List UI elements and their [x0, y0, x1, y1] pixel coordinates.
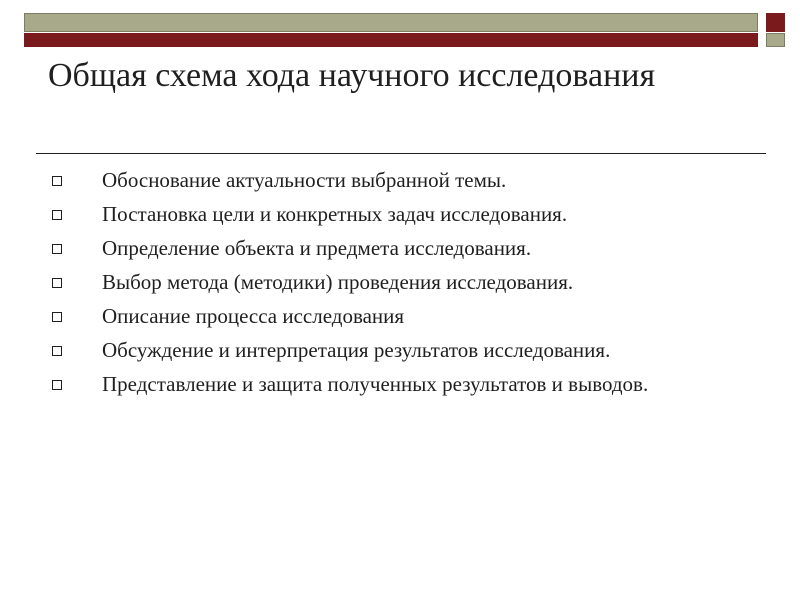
bullet-item: [46, 270, 766, 295]
bullet-text: Постановка цели и конкретных задач исследования.: [102, 202, 568, 226]
bullet-text: Определение объекта и предмета исследования.: [102, 236, 532, 260]
bullet-text: Обсуждение и интерпретация результатов исследования.: [102, 338, 611, 362]
bullet-text: Представление и защита полученных результатов и выводов.: [102, 372, 649, 396]
bullet-item: [46, 202, 766, 227]
hollow-square-icon: [52, 278, 62, 288]
slide-title: Общая схема хода научного исследования: [48, 57, 656, 94]
bullet-item: [46, 338, 766, 363]
hollow-square-icon: [52, 380, 62, 390]
header-red-band: [24, 33, 758, 47]
hollow-square-icon: [52, 210, 62, 220]
header-olive-band: [24, 13, 758, 32]
bullet-item: [46, 168, 766, 193]
title-divider: [36, 153, 766, 154]
hollow-square-icon: [52, 244, 62, 254]
bullet-list: [46, 168, 766, 406]
bullet-item: [46, 236, 766, 261]
bullet-item: [46, 304, 766, 329]
corner-olive-square: [766, 33, 785, 47]
hollow-square-icon: [52, 176, 62, 186]
bullet-text: Выбор метода (методики) проведения исследования.: [102, 270, 574, 294]
hollow-square-icon: [52, 346, 62, 356]
hollow-square-icon: [52, 312, 62, 322]
bullet-text: Обоснование актуальности выбранной темы.: [102, 168, 507, 192]
corner-red-square: [766, 13, 785, 32]
bullet-text: Описание процесса исследования: [102, 304, 405, 328]
bullet-item: [46, 372, 766, 397]
